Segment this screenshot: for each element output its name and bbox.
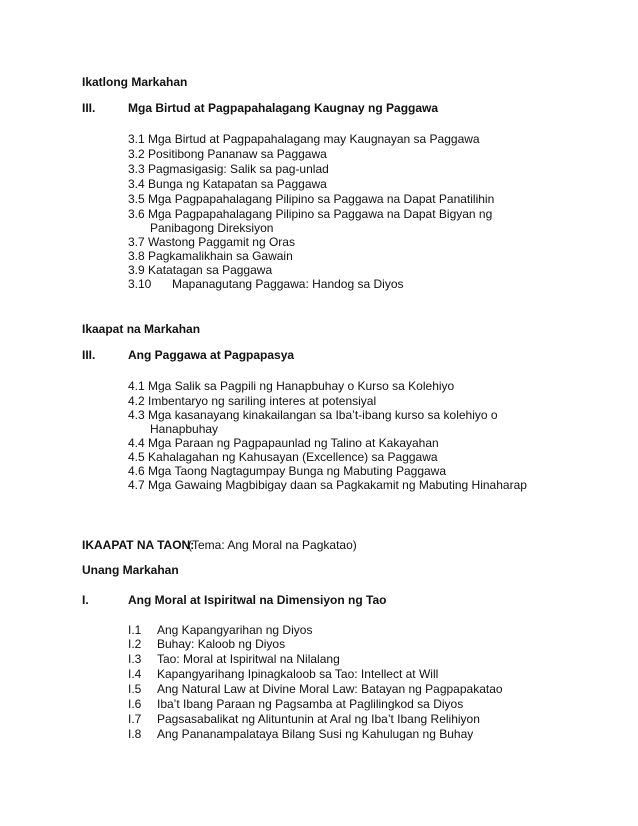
quarter-4-heading: Ikaapat na Markahan	[82, 322, 201, 336]
quarter-3-section-number: III.	[82, 101, 96, 115]
year-4-theme: (Tema: Ang Moral na Pagkatao)	[188, 538, 357, 552]
list-item-number: 3.10	[128, 277, 152, 291]
list-item: Kapangyarihang Ipinagkaloob sa Tao: Intellect at Will	[157, 667, 439, 681]
list-item: 3.4 Bunga ng Katapatan sa Paggawa	[128, 177, 327, 191]
list-item: Ang Natural Law at Divine Moral Law: Batayan ng Pagpapakatao	[157, 682, 503, 696]
list-item: Iba’t Ibang Paraan ng Pagsamba at Paglilingkod sa Diyos	[157, 697, 464, 711]
list-item: 3.1 Mga Birtud at Pagpapahalagang may Kaugnayan sa Paggawa	[128, 132, 480, 146]
list-item: 4.1 Mga Salik sa Pagpili ng Hanapbuhay o Kurso sa Kolehiyo	[128, 379, 455, 393]
list-item: 4.7 Mga Gawaing Magbibigay daan sa Pagkakamit ng Mabuting Hinaharap	[128, 478, 527, 492]
list-item: 3.3 Pagmasigasig: Salik sa pag-unlad	[128, 162, 329, 176]
list-item-number: I.4	[128, 667, 142, 681]
list-item: Ang Kapangyarihan ng Diyos	[157, 623, 313, 637]
list-item-number: I.7	[128, 712, 142, 726]
list-item: 3.6 Mga Pagpapahalagang Pilipino sa Paggawa na Dapat Bigyan ng	[128, 207, 493, 221]
list-item-number: I.8	[128, 727, 142, 741]
quarter-4-section-number: III.	[82, 348, 96, 362]
list-item: 4.5 Kahalagahan ng Kahusayan (Excellence) sa Paggawa	[128, 450, 438, 464]
quarter-3-section-title: Mga Birtud at Pagpapahalagang Kaugnay ng Paggawa	[128, 101, 439, 115]
year-4-label: IKAAPAT NA TAON:	[82, 538, 195, 552]
list-item-number: I.5	[128, 682, 142, 696]
list-item: 3.7 Wastong Paggamit ng Oras	[128, 235, 295, 249]
quarter-3-heading: Ikatlong Markahan	[82, 75, 188, 89]
list-item-number: I.6	[128, 697, 142, 711]
list-item-number: I.3	[128, 652, 142, 666]
year-4-quarter-1-heading: Unang Markahan	[82, 563, 179, 577]
quarter-4-section-title: Ang Paggawa at Pagpapasya	[128, 348, 295, 362]
list-item: 3.9 Katatagan sa Paggawa	[128, 263, 273, 277]
list-item-number: I.1	[128, 623, 142, 637]
list-item: Tao: Moral at Ispiritwal na Nilalang	[157, 652, 340, 666]
list-item: Pagsasabalikat ng Alituntunin at Aral ng Iba’t Ibang Relihiyon	[157, 712, 480, 726]
list-item: Buhay: Kaloob ng Diyos	[157, 637, 286, 651]
list-item: Ang Pananampalataya Bilang Susi ng Kahulugan ng Buhay	[157, 727, 474, 741]
year-4-section-number: I.	[82, 593, 89, 607]
list-item: 3.2 Positibong Pananaw sa Paggawa	[128, 147, 327, 161]
list-item: Mapanagutang Paggawa: Handog sa Diyos	[172, 277, 404, 291]
year-4-section-title: Ang Moral at Ispiritwal na Dimensiyon ng Tao	[128, 593, 387, 607]
list-item-continuation: Panibagong Direksiyon	[150, 221, 274, 235]
list-item: 3.5 Mga Pagpapahalagang Pilipino sa Paggawa na Dapat Panatilihin	[128, 192, 495, 206]
list-item-continuation: Hanapbuhay	[150, 422, 219, 436]
list-item: 4.2 Imbentaryo ng sariling interes at potensiyal	[128, 394, 377, 408]
list-item: 4.4 Mga Paraan ng Pagpapaunlad ng Talino at Kakayahan	[128, 436, 439, 450]
list-item: 4.6 Mga Taong Nagtagumpay Bunga ng Mabuting Paggawa	[128, 464, 447, 478]
list-item: 3.8 Pagkamalikhain sa Gawain	[128, 249, 293, 263]
list-item: 4.3 Mga kasanayang kinakailangan sa Iba’t-ibang kurso sa kolehiyo o	[128, 408, 498, 422]
list-item-number: I.2	[128, 637, 142, 651]
